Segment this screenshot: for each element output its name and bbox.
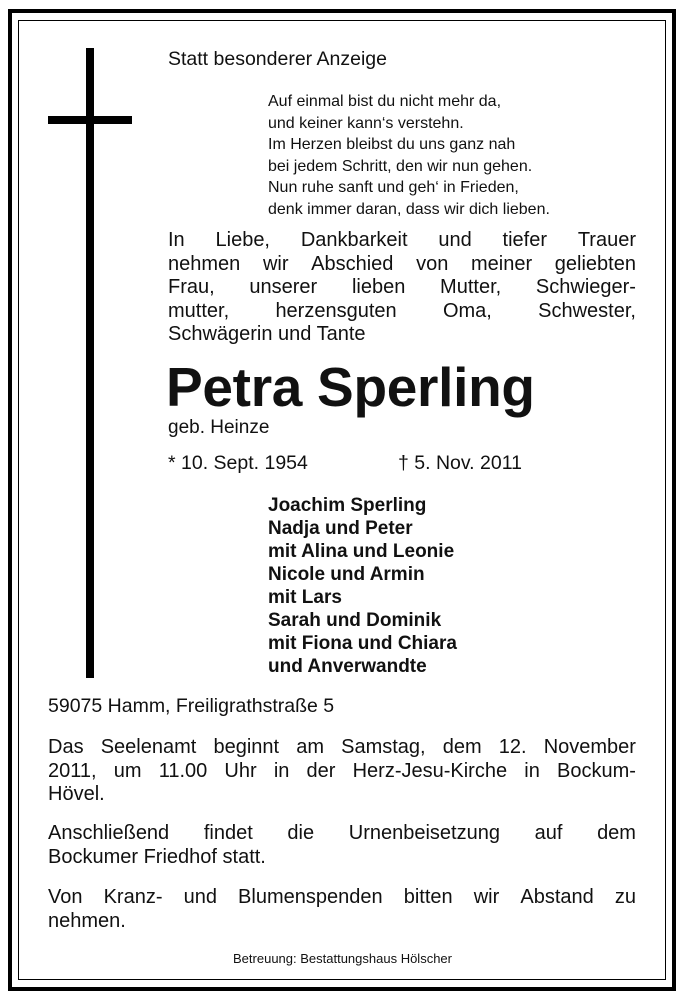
- word: Das: [48, 736, 84, 758]
- intro-heading: Statt besonderer Anzeige: [168, 48, 387, 70]
- word: 2011,: [48, 759, 97, 782]
- flowers-line-1: [48, 886, 636, 910]
- death-date: † 5. Nov. 2011: [398, 452, 522, 474]
- word: November: [543, 736, 636, 758]
- farewell-line-1: [168, 229, 636, 253]
- family-member: Nadja und Peter: [268, 518, 413, 539]
- word: Bockum-: [556, 759, 636, 782]
- word: wir: [262, 252, 289, 275]
- poem-line: Im Herzen bleibst du uns ganz nah: [268, 136, 516, 153]
- word: unserer: [249, 276, 318, 298]
- service-line-3: Hövel.: [48, 783, 105, 805]
- word: Kranz-: [103, 886, 163, 908]
- farewell-text: [168, 229, 636, 347]
- farewell-line-4: [168, 300, 636, 324]
- word: Oma,: [442, 299, 492, 322]
- family-member: Joachim Sperling: [268, 495, 427, 516]
- family-member: mit Fiona und Chiara: [268, 633, 457, 654]
- word: und: [183, 886, 217, 908]
- word: Seelenamt: [100, 736, 197, 758]
- word: herzensguten: [275, 299, 397, 322]
- word: dem: [597, 822, 636, 844]
- word: Von: [48, 886, 83, 908]
- word: Anschließend: [48, 822, 170, 844]
- word: und: [438, 229, 472, 251]
- family-list: [268, 494, 457, 678]
- cross-vertical-bar: [86, 48, 94, 678]
- word: Uhr: [224, 759, 257, 782]
- service-line-2: [48, 760, 636, 784]
- word: in: [524, 759, 540, 782]
- word: nehmen: [168, 252, 241, 275]
- family-member: mit Lars: [268, 587, 342, 608]
- word: Herz-Jesu-Kirche: [352, 759, 508, 782]
- word: Blumenspenden: [238, 886, 383, 908]
- word: 12.: [498, 736, 527, 758]
- service-paragraph: [48, 736, 636, 807]
- family-member: Sarah und Dominik: [268, 610, 442, 631]
- word: Urnenbeisetzung: [348, 822, 500, 844]
- word: der: [306, 759, 336, 782]
- word: von: [416, 252, 449, 275]
- word: Liebe,: [215, 229, 270, 251]
- birth-name: geb. Heinze: [168, 417, 270, 438]
- cross-horizontal-bar: [48, 116, 132, 124]
- family-member: und Anverwandte: [268, 656, 427, 677]
- deceased-name: Petra Sperling: [166, 356, 535, 418]
- word: Schwieger-: [535, 276, 636, 298]
- word: In: [168, 229, 185, 251]
- word: Trauer: [577, 229, 636, 251]
- word: die: [287, 822, 315, 844]
- word: lieben: [351, 276, 406, 298]
- word: geliebten: [554, 252, 636, 275]
- address: 59075 Hamm, Freiligrathstraße 5: [48, 695, 335, 717]
- word: Samstag,: [341, 736, 426, 758]
- word: am: [296, 736, 324, 758]
- word: zu: [614, 886, 636, 908]
- word: meiner: [470, 252, 533, 275]
- poem: [268, 91, 550, 220]
- word: tiefer: [502, 229, 547, 251]
- word: in: [273, 759, 290, 782]
- word: findet: [203, 822, 253, 844]
- word: Dankbarkeit: [300, 229, 408, 251]
- word: Mutter,: [440, 276, 502, 298]
- word: Abstand: [520, 886, 594, 908]
- burial-paragraph: [48, 822, 636, 869]
- farewell-line-5: Schwägerin und Tante: [168, 323, 366, 345]
- burial-line-2: Bockumer Friedhof statt.: [48, 845, 266, 868]
- farewell-line-3: [168, 276, 636, 300]
- poem-line: Nun ruhe sanft und geh‘ in Frieden,: [268, 179, 519, 196]
- farewell-line-2: [168, 253, 636, 277]
- word: Frau,: [168, 276, 215, 298]
- family-member: mit Alina und Leonie: [268, 541, 455, 562]
- funeral-home-credit: Betreuung: Bestattungshaus Hölscher: [233, 951, 452, 966]
- flowers-paragraph: [48, 886, 636, 933]
- flowers-line-2: nehmen.: [48, 909, 126, 932]
- word: mutter,: [168, 299, 230, 322]
- poem-line: Auf einmal bist du nicht mehr da,: [268, 93, 502, 110]
- poem-line: denk immer daran, dass wir dich lieben.: [268, 200, 550, 218]
- birth-date: * 10. Sept. 1954: [168, 452, 308, 474]
- word: dem: [442, 736, 482, 758]
- poem-line: bei jedem Schritt, den wir nun gehen.: [268, 157, 533, 175]
- word: Abschied: [311, 252, 394, 275]
- word: Schwester,: [538, 299, 636, 322]
- service-line-1: [48, 736, 636, 760]
- word: bitten: [403, 886, 453, 908]
- poem-line: und keiner kann‘s verstehn.: [268, 114, 464, 132]
- word: wir: [473, 886, 500, 908]
- word: auf: [534, 822, 563, 844]
- family-member: Nicole und Armin: [268, 564, 425, 585]
- word: 11.00: [158, 759, 208, 782]
- burial-line-1: [48, 822, 636, 846]
- word: beginnt: [213, 736, 280, 758]
- word: um: [113, 759, 142, 782]
